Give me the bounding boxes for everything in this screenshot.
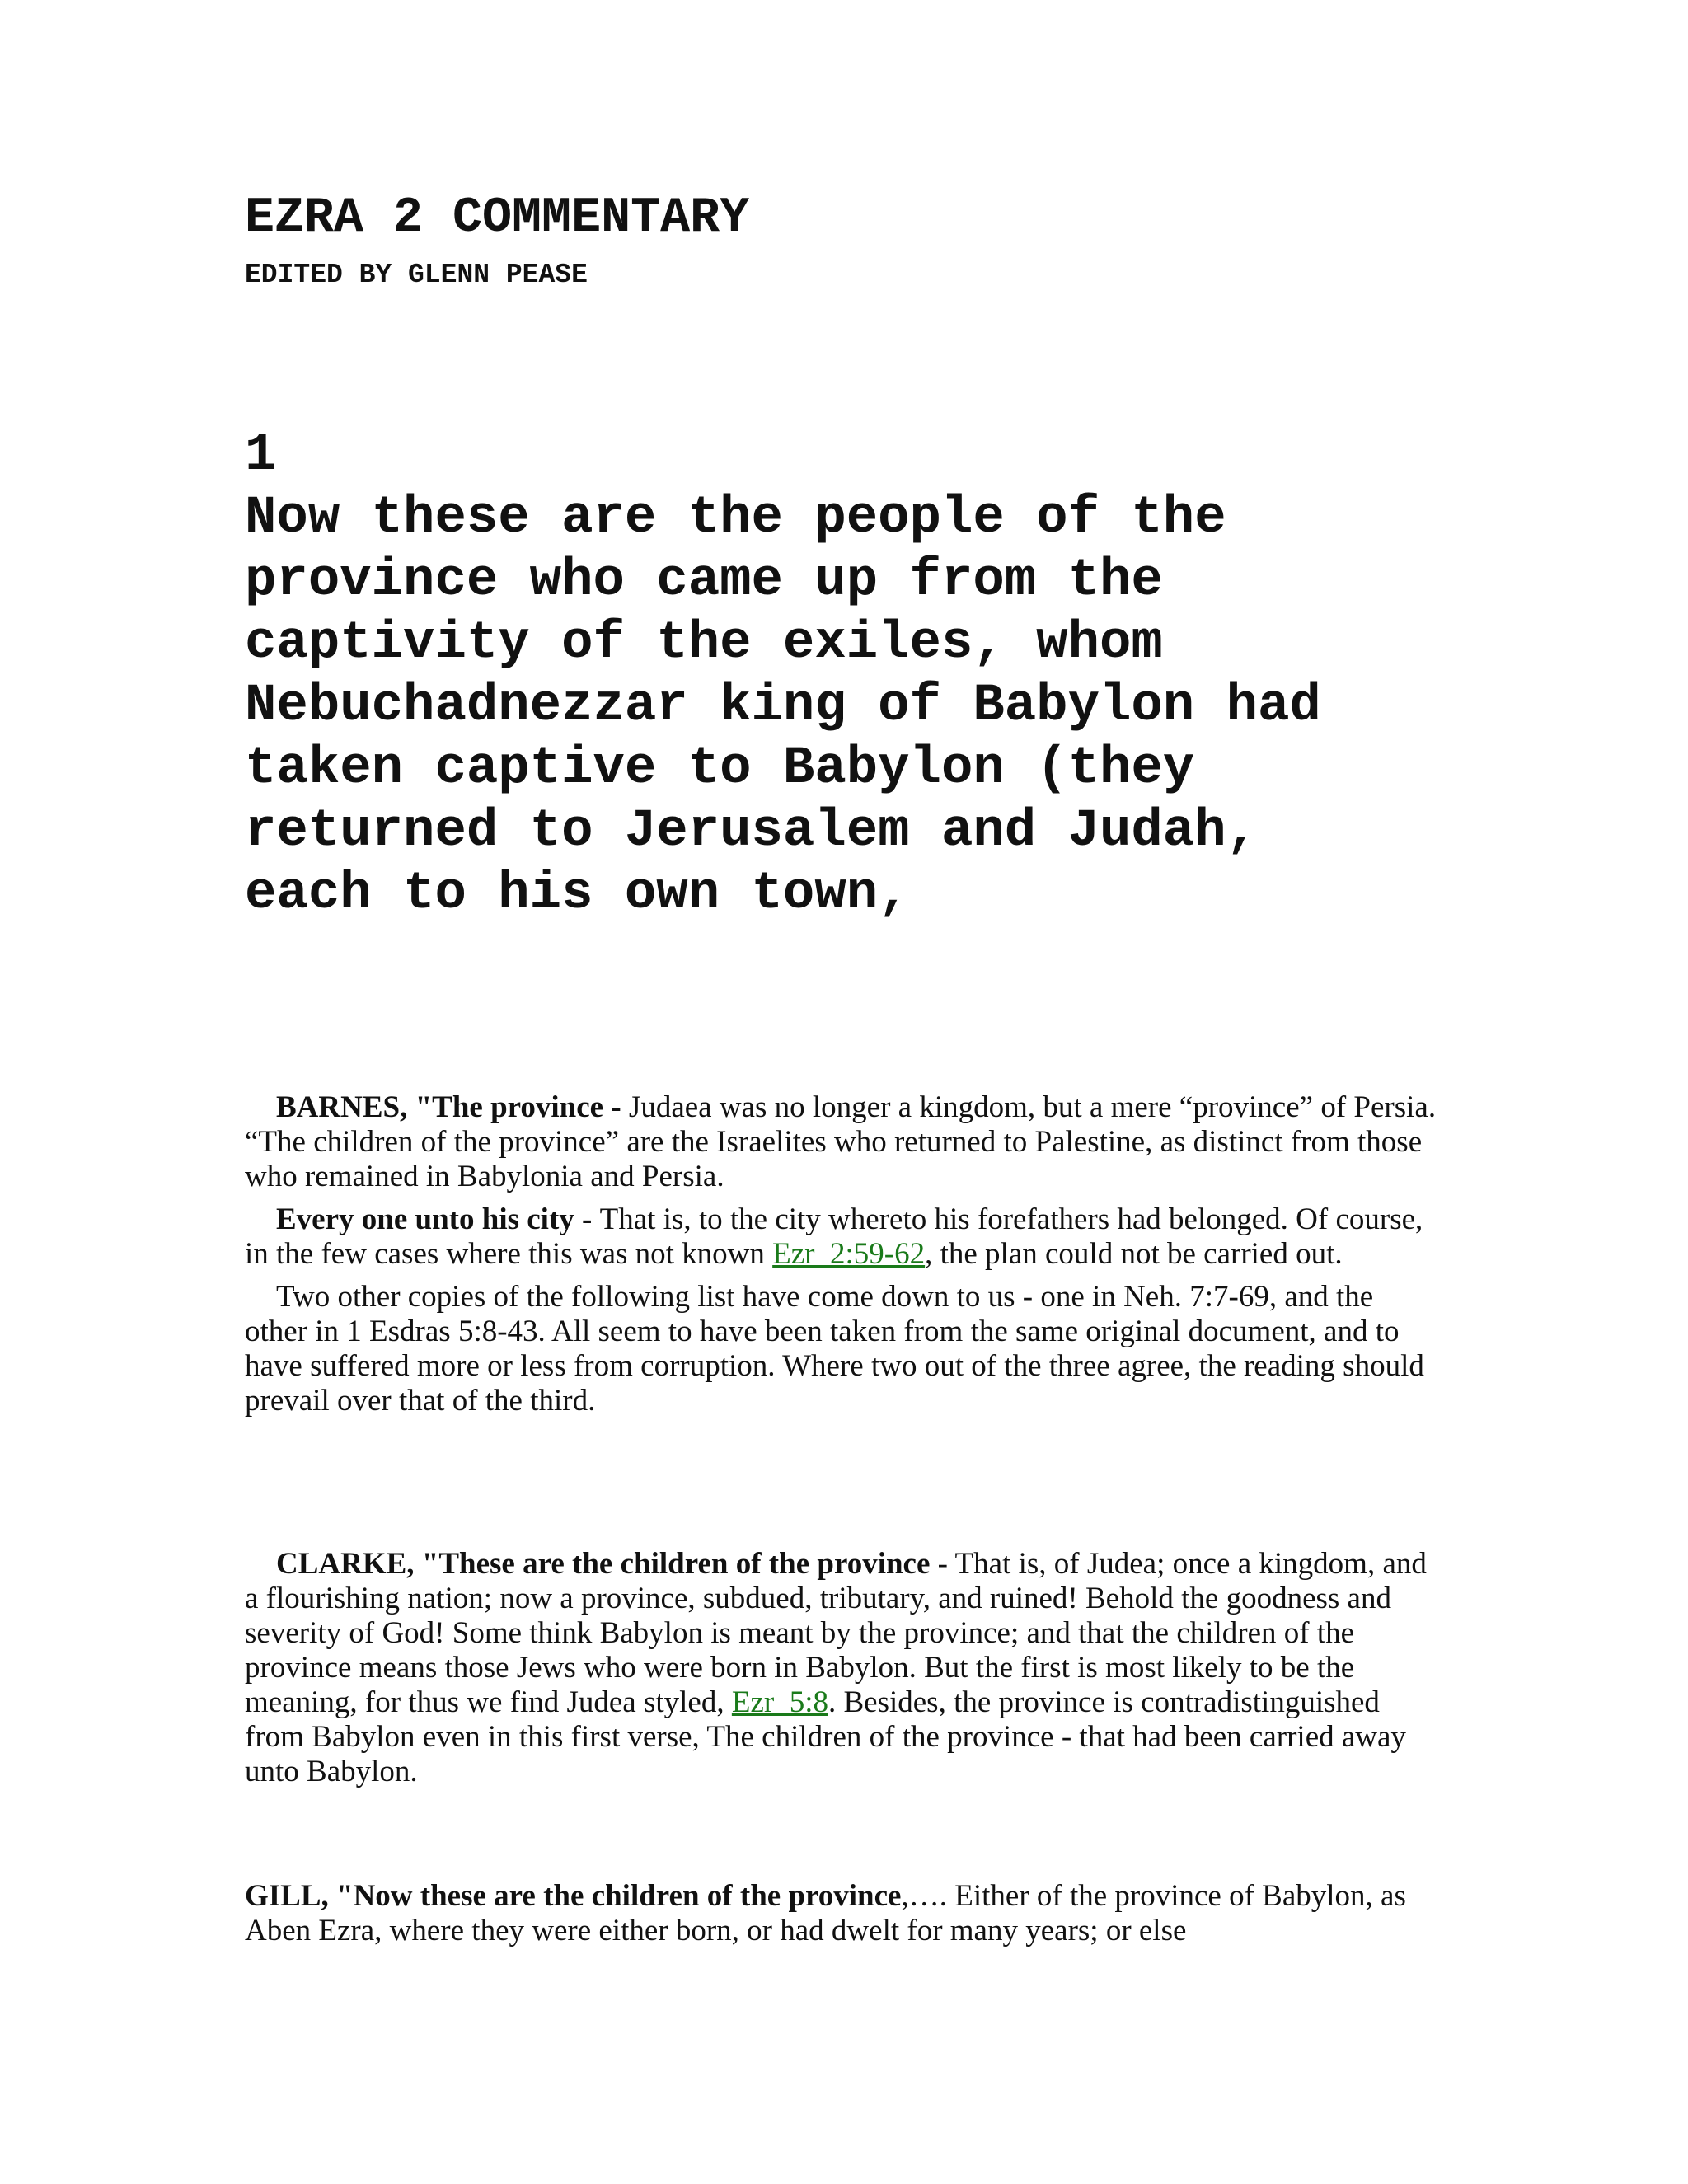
- barnes-city-text: That is, to the city whereto his forefathers had belonged. Of course, in the few cases where this was not known: [245, 1202, 1423, 1271]
- barnes-city-text-end: , the plan could not be carried out.: [925, 1237, 1343, 1271]
- clarke-text-end: . Besides, the province is contradistinguished from Babylon even in this first verse, The children of the province - that had been carried away unto Babylon.: [245, 1685, 1406, 1788]
- barnes-city-lead: Every one unto his city -: [276, 1202, 600, 1236]
- scripture-reference-link[interactable]: Ezr_2:59-62: [772, 1237, 926, 1271]
- barnes-copies-text: Two other copies of the following list have come down to us - one in Neh. 7:7-69, and the other in 1 Esdras 5:8-43. All seem to have been taken from the same original document, and to have suffered more or less from corruption. Where two out of the three agree, the reading should prevail over that of the third.: [245, 1280, 1424, 1418]
- barnes-paragraph-province: [245, 1090, 1440, 1194]
- clarke-paragraph: [245, 1547, 1440, 1789]
- verse-number: 1: [245, 426, 277, 485]
- document-subtitle: EDITED BY GLENN PEASE: [245, 260, 588, 290]
- gill-commentary: [245, 1879, 1440, 1957]
- document-title: EZRA 2 COMMENTARY: [245, 190, 750, 246]
- verse-text-line: Now these are the people of the: [245, 489, 1226, 548]
- clarke-lead: CLARKE, "These are the children of the province: [276, 1547, 931, 1581]
- verse-text-line: each to his own town,: [245, 865, 910, 924]
- gill-lead: GILL, "Now these are the children of the province: [245, 1879, 902, 1913]
- verse-text-line: returned to Jerusalem and Judah,: [245, 802, 1258, 861]
- clarke-commentary: [245, 1547, 1440, 1797]
- verse-text-line: Nebuchadnezzar king of Babylon had: [245, 677, 1321, 736]
- verse-text-line: taken captive to Babylon (they: [245, 739, 1195, 799]
- gill-text: ,…. Either of the province of Babylon, as Aben Ezra, where they were either born, or had dwelt for many years; or else: [245, 1879, 1406, 1947]
- gill-paragraph: [245, 1879, 1440, 1948]
- verse-text-line: province who came up from the: [245, 551, 1163, 611]
- scripture-reference-link[interactable]: Ezr_5:8: [731, 1685, 828, 1719]
- barnes-paragraph-city: [245, 1202, 1440, 1272]
- clarke-text: - That is, of Judea; once a kingdom, and a flourishing nation; now a province, subdued, tributary, and ruined! Behold the goodness and severity of God! Some think Babylon is meant by the province; and that the children of the province means those Jews who were born in Babylon. But the first is most likely to be the meaning, for thus we find Judea styled,: [245, 1547, 1427, 1719]
- barnes-commentary: [245, 1090, 1440, 1427]
- verse-text-line: captivity of the exiles, whom: [245, 614, 1163, 673]
- barnes-text: Judaea was no longer a kingdom, but a mere “province” of Persia. “The children of the province” are the Israelites who returned to Palestine, as distinct from those who remained in Babylonia and Persia.: [245, 1090, 1437, 1193]
- barnes-lead: BARNES, "The province -: [276, 1090, 629, 1124]
- barnes-paragraph-copies: [245, 1280, 1440, 1418]
